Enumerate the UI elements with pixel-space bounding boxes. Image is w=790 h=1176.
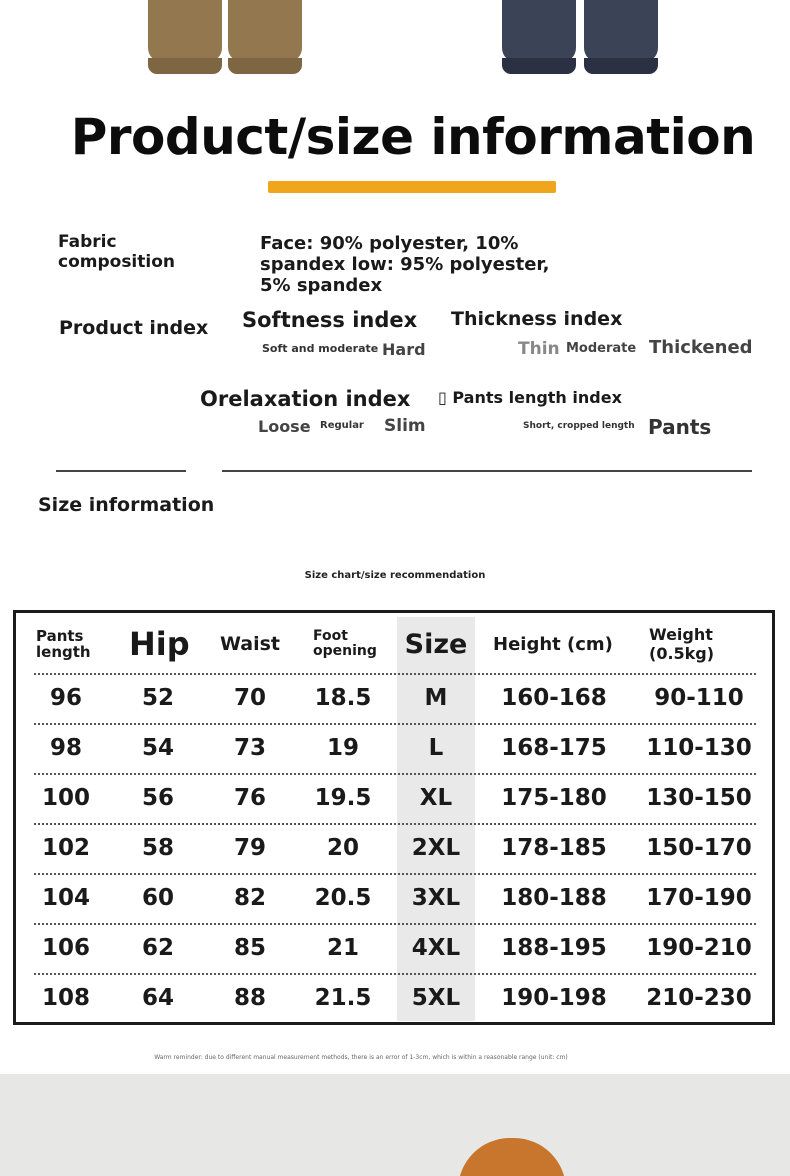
navy-pants-right-cuff (584, 58, 658, 74)
khaki-pants-left-cuff (148, 58, 222, 74)
table-cell: 21.5 (314, 985, 372, 1011)
relaxation-option-loose: Loose (258, 417, 311, 436)
thickness-option-thickened: Thickened (649, 337, 753, 358)
table-cell: 2XL (411, 835, 461, 861)
table-cell: 82 (233, 885, 266, 911)
table-cell: 64 (141, 985, 174, 1011)
table-cell: 150-170 (646, 835, 752, 861)
header-hip: Hip (129, 625, 190, 663)
table-cell: 21 (326, 935, 359, 961)
table-cell: 60 (141, 885, 174, 911)
divider-left (56, 470, 186, 472)
table-cell: 76 (233, 785, 266, 811)
table-cell: 98 (49, 735, 82, 761)
table-cell: XL (419, 785, 453, 811)
table-cell: 54 (141, 735, 174, 761)
header-foot-opening: Foot opening (313, 628, 377, 659)
pants-length-option-short: Short, cropped length (523, 421, 635, 431)
thickness-option-thin: Thin (518, 339, 560, 359)
thickness-index-title: Thickness index (451, 308, 623, 330)
table-cell: 175-180 (501, 785, 607, 811)
navy-pants-left-leg (502, 0, 576, 62)
page-title: Product/size information (70, 108, 756, 166)
top-product-photo (0, 0, 790, 95)
table-cell: 18.5 (314, 685, 372, 711)
khaki-pants-right-leg (228, 0, 302, 62)
size-information-label: Size information (38, 494, 215, 516)
table-cell: 180-188 (501, 885, 607, 911)
navy-pants-left-cuff (502, 58, 576, 74)
khaki-pants-right-cuff (228, 58, 302, 74)
header-size: Size (404, 628, 468, 660)
pants-length-option-pants: Pants (648, 415, 712, 439)
softness-index-title: Softness index (242, 308, 418, 332)
header-height: Height (cm) (493, 633, 613, 655)
header-weight: Weight (0.5kg) (649, 625, 715, 663)
table-cell: 160-168 (501, 685, 607, 711)
table-cell: 102 (41, 835, 90, 861)
relaxation-option-slim: Slim (384, 416, 426, 436)
table-cell: 106 (41, 935, 90, 961)
navy-pants-right-leg (584, 0, 658, 62)
header-waist: Waist (220, 633, 281, 655)
table-cell: 100 (41, 785, 90, 811)
table-cell: 170-190 (646, 885, 752, 911)
table-cell: 90-110 (654, 685, 744, 711)
table-cell: 19 (326, 735, 359, 761)
table-cell: 108 (41, 985, 90, 1011)
size-table (13, 610, 775, 1025)
table-cell: 52 (141, 685, 174, 711)
table-cell: 130-150 (646, 785, 752, 811)
pants-length-index-title: ▯ Pants length index (438, 388, 622, 407)
table-cell: 19.5 (314, 785, 372, 811)
table-cell: 96 (49, 685, 82, 711)
bottom-product-photo (0, 1074, 790, 1176)
table-cell: 168-175 (501, 735, 607, 761)
table-cell: L (428, 735, 444, 761)
table-cell: 88 (233, 985, 266, 1011)
table-cell: 3XL (411, 885, 461, 911)
relaxation-option-regular: Regular (320, 420, 364, 431)
title-accent-bar (268, 181, 556, 193)
table-cell: 190-210 (646, 935, 752, 961)
thickness-option-moderate: Moderate (566, 341, 637, 356)
relaxation-index-title: Orelaxation index (200, 387, 411, 411)
table-cell: 5XL (411, 985, 461, 1011)
table-cell: 73 (233, 735, 266, 761)
table-cell: 56 (141, 785, 174, 811)
product-index-label: Product index (59, 317, 209, 339)
softness-option-hard: Hard (382, 340, 426, 359)
table-cell: 210-230 (646, 985, 752, 1011)
table-cell: 20 (326, 835, 359, 861)
table-cell: 188-195 (501, 935, 607, 961)
fabric-composition-value: Face: 90% polyester, 10% spandex low: 95% polyester, 5% spandex (260, 233, 550, 296)
table-cell: 190-198 (501, 985, 607, 1011)
table-cell: 58 (141, 835, 174, 861)
table-cell: 20.5 (314, 885, 372, 911)
table-cell: M (424, 685, 448, 711)
table-cell: 110-130 (646, 735, 752, 761)
table-cell: 4XL (411, 935, 461, 961)
table-cell: 79 (233, 835, 266, 861)
softness-option-soft: Soft and moderate (262, 342, 379, 355)
divider-right (222, 470, 752, 472)
table-cell: 62 (141, 935, 174, 961)
header-pants-length: Pants length (36, 627, 91, 661)
khaki-pants-left-leg (148, 0, 222, 62)
table-cell: 178-185 (501, 835, 607, 861)
table-cell: 104 (41, 885, 90, 911)
warm-reminder: Warm reminder: due to different manual measurement methods, there is an error of 1-3cm, which is within a reasonable range (unit: cm) (154, 1054, 568, 1061)
fabric-composition-label: Fabric composition (58, 232, 175, 272)
table-cell: 70 (233, 685, 266, 711)
size-chart-caption: Size chart/size recommendation (304, 570, 486, 581)
table-cell: 85 (233, 935, 266, 961)
